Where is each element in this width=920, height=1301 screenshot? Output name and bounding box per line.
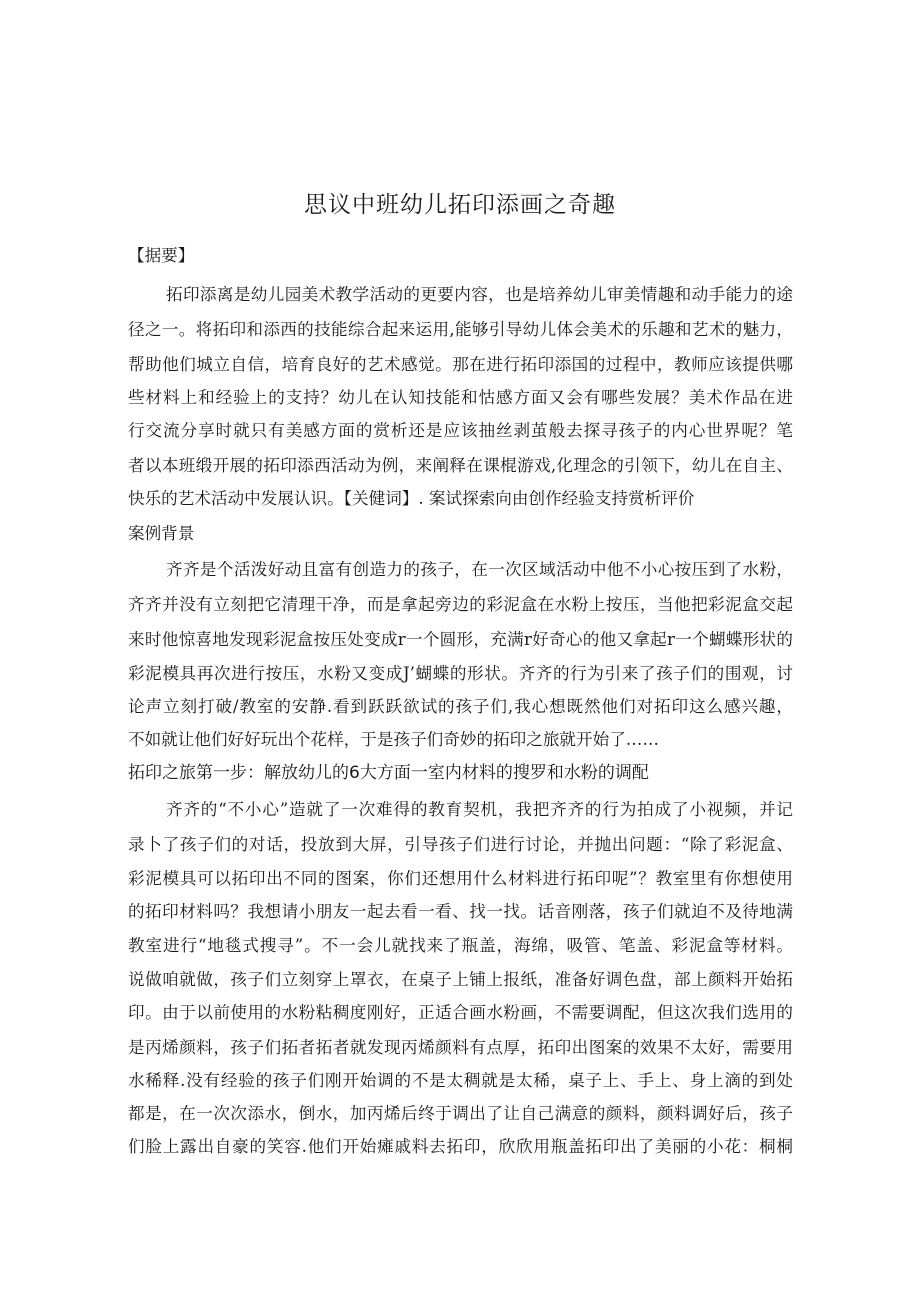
step1-line: 印。由于以前使用的水粉粘稠度刚好，正适合画水粉画，不需要调配，但这次我们选用的 — [128, 1003, 793, 1022]
abstract-line: 快乐的艺术活动中发展认识。【关健词】. 案试探索向由创作经验支持赏析评价 — [128, 489, 695, 508]
step1-line: 齐齐的“不小心”造就了一次难得的教育契机，我把齐齐的行为拍成了小视频，并记 — [166, 800, 793, 819]
section-heading-step1: 拓印之旅第一步：解放幼儿的6大方面一室内材料的搜罗和水粉的调配 — [128, 763, 649, 783]
step1-line: 都是，在一次次添水，倒水，加丙烯后终于调出了让自己满意的颜料，颜料调好后，孩子 — [128, 1104, 793, 1123]
background-line: 论声立刻打破/教室的安静.看到跃跃欲试的孩子们,我心想既然他们对拓印这么感兴趣， — [128, 697, 793, 716]
background-line: 彩泥模具再次进行按压，水粉又变成J’蝴蝶的形状。齐齐的行为引来了孩子们的围观，讨 — [128, 664, 793, 683]
step1-line: 录卜了孩子们的对话，投放到大屏，引导孩子们进行讨论，并抛出问题：“除了彩泥盒、 — [128, 835, 793, 854]
abstract-line: 些材料上和经验上的支持？幼儿在认知技能和怙感方面又会有哪些发展？美术作品在进 — [128, 388, 793, 407]
abstract-line: 行交流分享时就只有美感方面的赏析还是应该抽丝剥茧般去探寻孩子的内心世界呢？笔 — [128, 421, 793, 440]
background-line: 齐齐并没有立刻把它清理干净，而是拿起旁边的彩泥盒在水粉上按压，当他把彩泥盒交起 — [128, 595, 793, 614]
abstract-line: 径之一。将拓印和添西的技能综合起来运用,能够引导幼儿体会美术的乐趣和艺术的魅力， — [128, 320, 793, 339]
background-line: 齐齐是个活泼好动且富有创造力的孩子，在一次区域活动中他不小心按压到了水粉， — [166, 560, 793, 579]
abstract-line: 拓印添离是幼儿园美术教学活动的更要内容，也是培养幼儿审美情趣和动手能力的途 — [166, 285, 793, 304]
step1-line: 水稀释.没有经验的孩子们刚开始调的不是太稠就是太稀，桌子上、手上、身上滴的到处 — [128, 1071, 793, 1090]
document-title: 思议中班幼儿拓印添画之奇趣 — [304, 192, 616, 218]
background-line: 不如就让他们好好玩出个花样，于是孩子们奇妙的拓印之旅就开始了…… — [128, 730, 659, 749]
abstract-line: 帮助他们城立自信，培育良好的艺术感觉。那在进行拓印添国的过程中，教师应该提供哪 — [128, 355, 793, 374]
background-line: 来时他惊喜地发现彩泥盒按压处变成r一个圆形，充满r好奇心的他又拿起r一个蝴蝶形状的 — [128, 630, 793, 649]
step1-line: 教室进行“地毯式搜寻”。不一会儿就找来了瓶盖，海绵，吸管、笔盖、彩泥盒等材料。 — [128, 936, 793, 955]
abstract-line: 者以本班缎开展的拓印添西活动为例，来阐释在课棍游戏,化理念的引领下，幼儿在自主、 — [128, 456, 793, 475]
step1-line: 的拓印材料吗？我想请小朋友一起去看一看、找一找。话音刚落，孩子们就迫不及待地满 — [128, 902, 793, 921]
abstract-label: 【据要】 — [128, 246, 195, 265]
step1-line: 们脸上露出自豪的笑容.他们开始瘫戚料去拓印，欣欣用瓶盖拓印出了美丽的小花：桐桐 — [128, 1137, 793, 1156]
section-label-background: 案例背景 — [128, 524, 195, 543]
step1-line: 是丙烯颜料，孩子们拓者拓者就发现丙烯颜料有点厚，拓印出图案的效果不太好，需要用 — [128, 1038, 793, 1057]
step1-line: 说做咱就做，孩子们立刻穿上罩衣，在桌子上铺上报纸，准备好调色盘，部上颜料开始拓 — [128, 970, 793, 989]
step1-line: 彩泥模具可以拓印出不同的图案，你们还想用什么材料进行拓印呢”？教室里有你想使用 — [128, 869, 793, 888]
